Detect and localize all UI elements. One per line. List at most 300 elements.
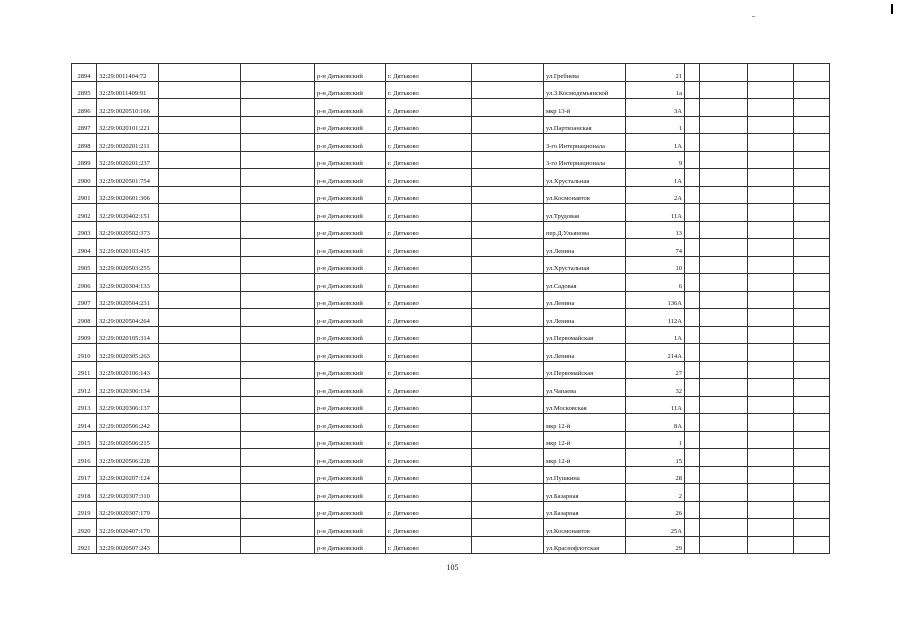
cell-empty bbox=[241, 99, 315, 117]
page-number: 105 bbox=[446, 563, 459, 572]
cell-n: 2911 bbox=[72, 361, 97, 379]
cell-empty bbox=[685, 326, 700, 344]
cell-city: г. Дятьково bbox=[386, 239, 472, 257]
cell-empty bbox=[472, 81, 544, 99]
cell-house: 13 bbox=[626, 221, 685, 239]
cell-n: 2915 bbox=[72, 431, 97, 449]
cell-empty bbox=[700, 116, 748, 134]
cell-house: 6 bbox=[626, 274, 685, 292]
cell-empty bbox=[241, 116, 315, 134]
cell-cad: 32:29:0011409:91 bbox=[97, 81, 159, 99]
cell-empty bbox=[794, 449, 830, 467]
cell-cad: 32:29:0020306:137 bbox=[97, 396, 159, 414]
cell-city: г. Дятьково bbox=[386, 536, 472, 554]
cell-empty bbox=[472, 501, 544, 519]
cell-house: 136А bbox=[626, 291, 685, 309]
cell-empty bbox=[700, 221, 748, 239]
cell-empty bbox=[472, 379, 544, 397]
cell-empty bbox=[685, 449, 700, 467]
cell-empty bbox=[748, 414, 794, 432]
cell-house: 2А bbox=[626, 186, 685, 204]
cell-empty bbox=[794, 221, 830, 239]
cell-empty bbox=[472, 291, 544, 309]
registry-rows bbox=[72, 64, 830, 554]
cell-empty bbox=[685, 64, 700, 82]
cell-empty bbox=[794, 169, 830, 187]
cell-empty bbox=[685, 379, 700, 397]
cell-empty bbox=[159, 379, 241, 397]
cell-empty bbox=[748, 361, 794, 379]
cell-empty bbox=[241, 536, 315, 554]
cell-empty bbox=[748, 536, 794, 554]
cell-empty bbox=[241, 449, 315, 467]
cell-empty bbox=[241, 221, 315, 239]
cell-district: р-н Дятьковский bbox=[315, 431, 386, 449]
cell-empty bbox=[159, 256, 241, 274]
cell-street: ул.Ленина bbox=[544, 239, 626, 257]
cell-house: 8А bbox=[626, 414, 685, 432]
table-row bbox=[72, 414, 830, 432]
cell-house: 1А bbox=[626, 169, 685, 187]
cell-street: ул.Гребнева bbox=[544, 64, 626, 82]
cell-empty bbox=[794, 361, 830, 379]
cell-empty bbox=[700, 256, 748, 274]
cell-empty bbox=[794, 256, 830, 274]
cell-house: 9 bbox=[626, 151, 685, 169]
cell-street: ул.Первомайская bbox=[544, 361, 626, 379]
cell-empty bbox=[241, 466, 315, 484]
cell-cad: 32:29:0020506:215 bbox=[97, 431, 159, 449]
cell-empty bbox=[685, 239, 700, 257]
cell-city: г. Дятьково bbox=[386, 519, 472, 537]
cell-cad: 32:29:0020201:211 bbox=[97, 134, 159, 152]
cell-empty bbox=[241, 134, 315, 152]
cell-city: г. Дятьково bbox=[386, 64, 472, 82]
cell-n: 2898 bbox=[72, 134, 97, 152]
cell-empty bbox=[700, 501, 748, 519]
cell-district: р-н Дятьковский bbox=[315, 221, 386, 239]
cell-street: ул.Базарная bbox=[544, 501, 626, 519]
cell-empty bbox=[794, 81, 830, 99]
cell-house: 214А bbox=[626, 344, 685, 362]
cell-empty bbox=[700, 186, 748, 204]
cell-city: г. Дятьково bbox=[386, 134, 472, 152]
cell-n: 2919 bbox=[72, 501, 97, 519]
cell-empty bbox=[159, 99, 241, 117]
table-row bbox=[72, 501, 830, 519]
cell-city: г. Дятьково bbox=[386, 99, 472, 117]
table-row bbox=[72, 361, 830, 379]
cell-empty bbox=[241, 64, 315, 82]
cell-empty bbox=[700, 291, 748, 309]
cell-district: р-н Дятьковский bbox=[315, 134, 386, 152]
cell-empty bbox=[748, 81, 794, 99]
cell-empty bbox=[241, 344, 315, 362]
cell-n: 2900 bbox=[72, 169, 97, 187]
cell-street: ул.Космонавтов bbox=[544, 519, 626, 537]
cell-cad: 32:29:0020503:255 bbox=[97, 256, 159, 274]
cell-city: г. Дятьково bbox=[386, 186, 472, 204]
cell-empty bbox=[700, 64, 748, 82]
cell-empty bbox=[159, 484, 241, 502]
cell-empty bbox=[748, 221, 794, 239]
cell-empty bbox=[159, 221, 241, 239]
cell-street: 3-го Интернационала bbox=[544, 151, 626, 169]
table-row bbox=[72, 396, 830, 414]
cell-empty bbox=[685, 344, 700, 362]
cell-district: р-н Дятьковский bbox=[315, 239, 386, 257]
cell-street: мкр 12-й bbox=[544, 414, 626, 432]
cell-empty bbox=[748, 99, 794, 117]
cell-street: ул.Пушкина bbox=[544, 466, 626, 484]
cell-street: ул.Базарная bbox=[544, 484, 626, 502]
cell-empty bbox=[472, 64, 544, 82]
cell-empty bbox=[794, 204, 830, 222]
cell-empty bbox=[794, 536, 830, 554]
cell-empty bbox=[700, 414, 748, 432]
cell-empty bbox=[159, 519, 241, 537]
cell-empty bbox=[685, 204, 700, 222]
cell-empty bbox=[472, 274, 544, 292]
cell-city: г. Дятьково bbox=[386, 361, 472, 379]
table-row bbox=[72, 291, 830, 309]
cell-empty bbox=[748, 186, 794, 204]
cell-empty bbox=[685, 81, 700, 99]
cell-empty bbox=[241, 414, 315, 432]
cell-empty bbox=[685, 291, 700, 309]
cell-empty bbox=[472, 239, 544, 257]
cell-house: 11А bbox=[626, 204, 685, 222]
cell-empty bbox=[472, 484, 544, 502]
cell-empty bbox=[794, 134, 830, 152]
cell-empty bbox=[685, 169, 700, 187]
cell-empty bbox=[685, 99, 700, 117]
cell-empty bbox=[748, 169, 794, 187]
cell-district: р-н Дятьковский bbox=[315, 379, 386, 397]
table-row bbox=[72, 239, 830, 257]
cell-empty bbox=[241, 431, 315, 449]
cell-empty bbox=[700, 431, 748, 449]
table-row bbox=[72, 186, 830, 204]
cell-empty bbox=[241, 81, 315, 99]
cell-empty bbox=[685, 414, 700, 432]
cell-empty bbox=[700, 484, 748, 502]
cell-empty bbox=[241, 274, 315, 292]
cell-empty bbox=[241, 239, 315, 257]
cell-empty bbox=[700, 99, 748, 117]
cell-empty bbox=[700, 379, 748, 397]
table-row bbox=[72, 326, 830, 344]
table-row bbox=[72, 484, 830, 502]
cell-empty bbox=[159, 151, 241, 169]
cell-house: 1А bbox=[626, 326, 685, 344]
cell-empty bbox=[748, 431, 794, 449]
cell-empty bbox=[700, 81, 748, 99]
cell-empty bbox=[794, 274, 830, 292]
cell-street: ул.Первомайская bbox=[544, 326, 626, 344]
cell-empty bbox=[685, 431, 700, 449]
cell-cad: 32:29:0020510:166 bbox=[97, 99, 159, 117]
cell-empty bbox=[685, 151, 700, 169]
cell-empty bbox=[159, 291, 241, 309]
cell-empty bbox=[159, 466, 241, 484]
cell-empty bbox=[472, 134, 544, 152]
cell-cad: 32:29:0020105:314 bbox=[97, 326, 159, 344]
cell-empty bbox=[472, 221, 544, 239]
table-row bbox=[72, 519, 830, 537]
table-row bbox=[72, 256, 830, 274]
cell-empty bbox=[472, 204, 544, 222]
cell-empty bbox=[685, 466, 700, 484]
cell-empty bbox=[794, 379, 830, 397]
cell-empty bbox=[794, 186, 830, 204]
cell-empty bbox=[700, 309, 748, 327]
cell-cad: 32:29:0020501:754 bbox=[97, 169, 159, 187]
cell-city: г. Дятьково bbox=[386, 81, 472, 99]
cell-empty bbox=[159, 116, 241, 134]
cell-district: р-н Дятьковский bbox=[315, 274, 386, 292]
cell-empty bbox=[748, 239, 794, 257]
cell-empty bbox=[159, 81, 241, 99]
cell-empty bbox=[700, 326, 748, 344]
cell-empty bbox=[794, 414, 830, 432]
cell-empty bbox=[472, 396, 544, 414]
cell-empty bbox=[700, 536, 748, 554]
cell-cad: 32:29:0020207:124 bbox=[97, 466, 159, 484]
cell-street: ул.Чапаева bbox=[544, 379, 626, 397]
cell-empty bbox=[700, 151, 748, 169]
cell-district: р-н Дятьковский bbox=[315, 484, 386, 502]
cell-empty bbox=[794, 484, 830, 502]
cell-empty bbox=[685, 396, 700, 414]
cell-n: 2905 bbox=[72, 256, 97, 274]
cell-empty bbox=[472, 99, 544, 117]
cell-cad: 32:29:0020402:151 bbox=[97, 204, 159, 222]
cell-empty bbox=[159, 326, 241, 344]
table-row bbox=[72, 309, 830, 327]
cell-street: ул.Партизанская bbox=[544, 116, 626, 134]
cell-n: 2906 bbox=[72, 274, 97, 292]
cell-empty bbox=[700, 466, 748, 484]
cell-city: г. Дятьково bbox=[386, 309, 472, 327]
cell-empty bbox=[472, 326, 544, 344]
cell-city: г. Дятьково bbox=[386, 379, 472, 397]
cell-street: мкр 13-й bbox=[544, 99, 626, 117]
cell-district: р-н Дятьковский bbox=[315, 309, 386, 327]
cell-street: ул.Садовая bbox=[544, 274, 626, 292]
scan-edge-mark bbox=[891, 4, 893, 14]
cell-empty bbox=[700, 344, 748, 362]
cell-empty bbox=[748, 449, 794, 467]
cell-empty bbox=[159, 134, 241, 152]
cell-n: 2908 bbox=[72, 309, 97, 327]
cell-n: 2895 bbox=[72, 81, 97, 99]
cell-city: г. Дятьково bbox=[386, 501, 472, 519]
cell-cad: 32:29:0020506:242 bbox=[97, 414, 159, 432]
cell-empty bbox=[159, 186, 241, 204]
cell-district: р-н Дятьковский bbox=[315, 169, 386, 187]
cell-n: 2917 bbox=[72, 466, 97, 484]
cell-street: ул.Хрустальная bbox=[544, 169, 626, 187]
table-row bbox=[72, 64, 830, 82]
cell-district: р-н Дятьковский bbox=[315, 151, 386, 169]
cell-n: 2910 bbox=[72, 344, 97, 362]
cell-city: г. Дятьково bbox=[386, 326, 472, 344]
cell-empty bbox=[241, 501, 315, 519]
cell-empty bbox=[472, 186, 544, 204]
cell-empty bbox=[748, 309, 794, 327]
cell-n: 2913 bbox=[72, 396, 97, 414]
cell-city: г. Дятьково bbox=[386, 169, 472, 187]
cell-empty bbox=[700, 204, 748, 222]
cell-empty bbox=[748, 256, 794, 274]
cell-cad: 32:29:0020504:264 bbox=[97, 309, 159, 327]
scan-dot-mark bbox=[752, 16, 755, 17]
cell-city: г. Дятьково bbox=[386, 274, 472, 292]
cell-cad: 32:29:0011404:72 bbox=[97, 64, 159, 82]
cell-city: г. Дятьково bbox=[386, 151, 472, 169]
cell-empty bbox=[159, 204, 241, 222]
cell-empty bbox=[159, 431, 241, 449]
cell-empty bbox=[241, 379, 315, 397]
table-row bbox=[72, 99, 830, 117]
cell-district: р-н Дятьковский bbox=[315, 81, 386, 99]
cell-empty bbox=[472, 256, 544, 274]
cell-empty bbox=[794, 519, 830, 537]
cell-city: г. Дятьково bbox=[386, 466, 472, 484]
cell-n: 2902 bbox=[72, 204, 97, 222]
cell-district: р-н Дятьковский bbox=[315, 291, 386, 309]
cell-empty bbox=[472, 519, 544, 537]
cell-empty bbox=[685, 221, 700, 239]
cell-empty bbox=[241, 484, 315, 502]
cell-n: 2901 bbox=[72, 186, 97, 204]
cell-empty bbox=[700, 519, 748, 537]
cell-empty bbox=[241, 326, 315, 344]
cell-empty bbox=[685, 186, 700, 204]
cell-empty bbox=[794, 64, 830, 82]
cell-house: 1а bbox=[626, 81, 685, 99]
cell-empty bbox=[685, 134, 700, 152]
cell-n: 2916 bbox=[72, 449, 97, 467]
cell-empty bbox=[241, 151, 315, 169]
cell-empty bbox=[159, 501, 241, 519]
cell-district: р-н Дятьковский bbox=[315, 116, 386, 134]
cell-empty bbox=[241, 204, 315, 222]
table-row bbox=[72, 379, 830, 397]
cell-empty bbox=[794, 116, 830, 134]
cell-empty bbox=[685, 256, 700, 274]
cell-empty bbox=[472, 466, 544, 484]
cell-street: пер.Д.Ульянова bbox=[544, 221, 626, 239]
cell-city: г. Дятьково bbox=[386, 431, 472, 449]
table-row bbox=[72, 431, 830, 449]
cell-empty bbox=[472, 536, 544, 554]
cell-n: 2921 bbox=[72, 536, 97, 554]
cell-n: 2896 bbox=[72, 99, 97, 117]
table-row bbox=[72, 151, 830, 169]
cell-cad: 32:29:0020601:306 bbox=[97, 186, 159, 204]
cell-cad: 32:29:0020106:143 bbox=[97, 361, 159, 379]
table-row bbox=[72, 274, 830, 292]
cell-district: р-н Дятьковский bbox=[315, 361, 386, 379]
cell-cad: 32:29:0020502:373 bbox=[97, 221, 159, 239]
cell-house: 28 bbox=[626, 466, 685, 484]
cell-empty bbox=[472, 449, 544, 467]
cell-cad: 32:29:0020306:134 bbox=[97, 379, 159, 397]
cell-empty bbox=[794, 431, 830, 449]
cell-district: р-н Дятьковский bbox=[315, 99, 386, 117]
cell-empty bbox=[748, 291, 794, 309]
cell-empty bbox=[700, 396, 748, 414]
cell-house: 21 bbox=[626, 64, 685, 82]
cell-empty bbox=[748, 396, 794, 414]
cell-house: 2 bbox=[626, 484, 685, 502]
table-row bbox=[72, 449, 830, 467]
cell-empty bbox=[472, 361, 544, 379]
cell-street: ул.Ленина bbox=[544, 291, 626, 309]
cell-city: г. Дятьково bbox=[386, 116, 472, 134]
table-row bbox=[72, 466, 830, 484]
cell-empty bbox=[159, 536, 241, 554]
cell-street: ул.Хрустальная bbox=[544, 256, 626, 274]
cell-empty bbox=[748, 204, 794, 222]
table-row bbox=[72, 536, 830, 554]
cell-empty bbox=[241, 256, 315, 274]
cell-n: 2909 bbox=[72, 326, 97, 344]
cell-city: г. Дятьково bbox=[386, 449, 472, 467]
cell-city: г. Дятьково bbox=[386, 221, 472, 239]
cell-empty bbox=[748, 379, 794, 397]
cell-empty bbox=[685, 484, 700, 502]
cell-empty bbox=[472, 414, 544, 432]
cell-district: р-н Дятьковский bbox=[315, 396, 386, 414]
cell-district: р-н Дятьковский bbox=[315, 449, 386, 467]
registry-table bbox=[71, 63, 830, 554]
cell-city: г. Дятьково bbox=[386, 256, 472, 274]
cell-house: 1А bbox=[626, 134, 685, 152]
cell-street: ул.З.Космодемьянской bbox=[544, 81, 626, 99]
cell-n: 2899 bbox=[72, 151, 97, 169]
table-row bbox=[72, 134, 830, 152]
cell-empty bbox=[794, 151, 830, 169]
cell-empty bbox=[159, 396, 241, 414]
cell-empty bbox=[472, 116, 544, 134]
cell-district: р-н Дятьковский bbox=[315, 64, 386, 82]
cell-empty bbox=[241, 396, 315, 414]
cell-empty bbox=[794, 239, 830, 257]
cell-city: г. Дятьково bbox=[386, 396, 472, 414]
cell-empty bbox=[700, 361, 748, 379]
cell-house: 32 bbox=[626, 379, 685, 397]
cell-empty bbox=[794, 344, 830, 362]
cell-district: р-н Дятьковский bbox=[315, 414, 386, 432]
cell-empty bbox=[794, 466, 830, 484]
cell-n: 2897 bbox=[72, 116, 97, 134]
cell-cad: 32:29:0020305:263 bbox=[97, 344, 159, 362]
cell-street: 3-го Интернационала bbox=[544, 134, 626, 152]
table-row bbox=[72, 169, 830, 187]
cell-empty bbox=[685, 309, 700, 327]
cell-cad: 32:29:0020506:228 bbox=[97, 449, 159, 467]
cell-empty bbox=[748, 344, 794, 362]
cell-city: г. Дятьково bbox=[386, 484, 472, 502]
cell-empty bbox=[748, 326, 794, 344]
cell-empty bbox=[241, 361, 315, 379]
cell-empty bbox=[472, 169, 544, 187]
cell-empty bbox=[748, 466, 794, 484]
cell-empty bbox=[241, 169, 315, 187]
